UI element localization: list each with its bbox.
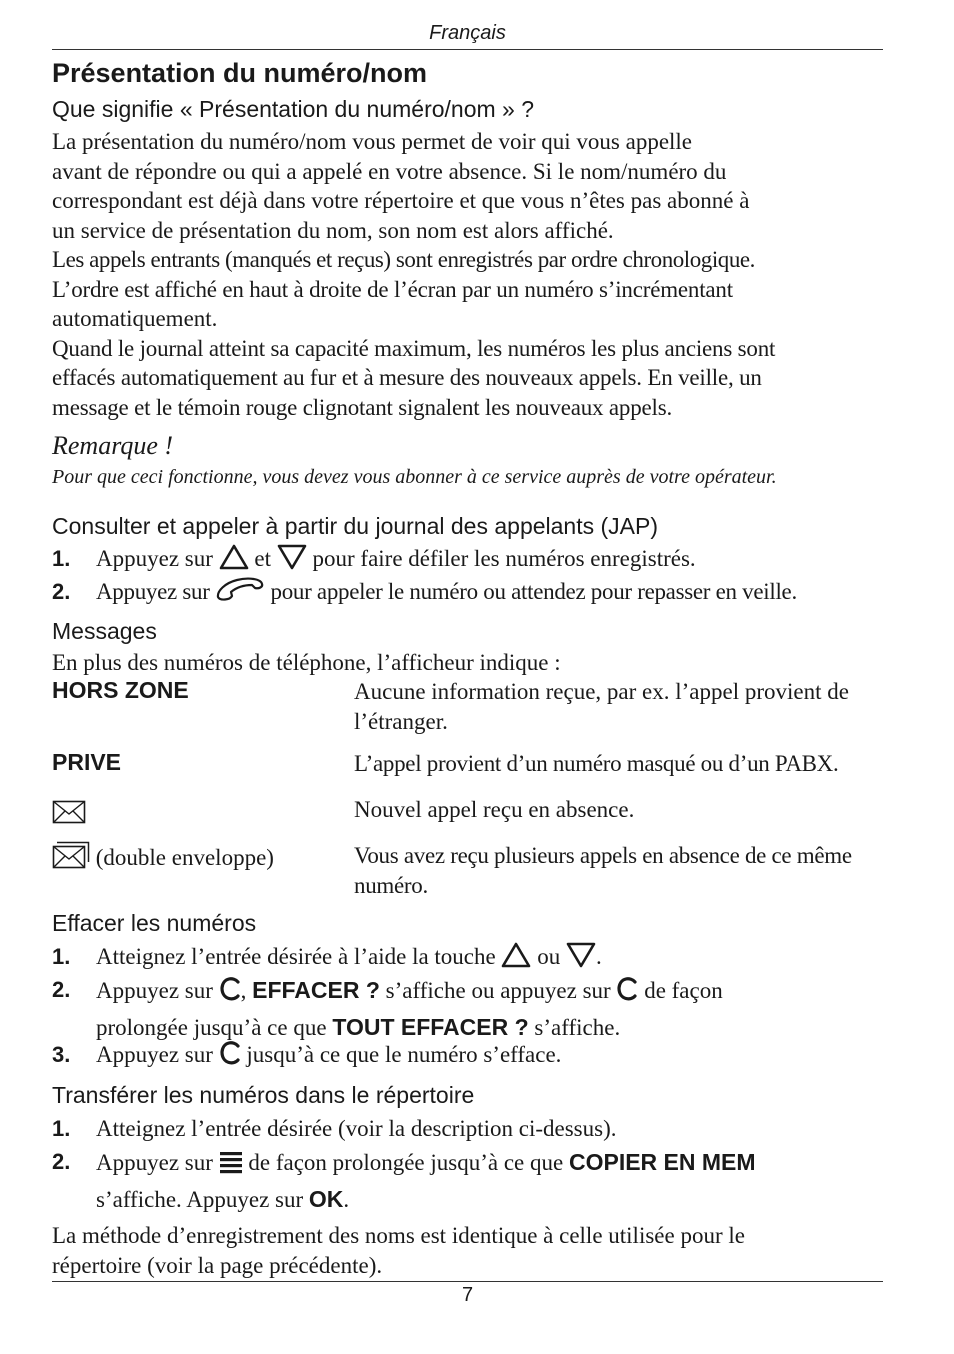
erase-heading: Effacer les numéros [52,910,257,936]
msg-desc-hors-zone: Aucune information reçue, par ex. l’appel provient de l’étranger. [354,679,849,734]
step-text: Appuyez sur [96,1042,213,1067]
transfer-note [52,1221,883,1280]
step-number: 1. [52,1116,71,1141]
display-text-tout-effacer: TOUT EFFACER ? [332,1014,529,1040]
intro-line: correspondant est déjà dans votre répertoire et que vous n’êtes pas abonné à [52,188,750,213]
step-text: pour appeler le numéro ou attendez pour repasser en veille. [270,579,797,604]
step-number: 3. [52,1042,71,1067]
clear-c-icon [219,976,241,1011]
messages-heading: Messages [52,618,157,644]
msg-label-double-envelope: (double enveloppe) [95,845,274,870]
step-text: Atteignez l’entrée désirée (voir la description ci-dessus). [96,1116,617,1141]
note-line: répertoire (voir la page précédente). [52,1252,383,1278]
transfer-heading: Transférer les numéros dans le répertoire [52,1082,475,1108]
step-text: Appuyez sur [96,978,213,1003]
phone-handset-icon [215,577,265,612]
msg-double-envelope [52,841,274,875]
step-number: 2. [52,977,71,1002]
step-text: Appuyez sur [96,579,210,604]
remark-text: Pour que ceci fonctionne, vous devez vous abonner à ce service auprès de votre opérateur. [52,466,777,488]
step-text: pour faire défiler les numéros enregistrés. [312,546,696,571]
down-arrow-icon [277,544,307,579]
step-text: s’affiche. Appuyez sur [96,1187,304,1212]
footer-rule [52,1281,883,1282]
intro-text [52,127,883,422]
step-text: ou [537,944,561,969]
page-title: Présentation du numéro/nom [52,58,428,88]
step-text: s’affiche ou appuyez sur [385,978,611,1003]
header-rule [52,49,883,50]
up-arrow-icon [501,942,531,977]
msg-label-prive: PRIVE [52,749,122,775]
step-text: de façon [644,978,723,1003]
remark-title: Remarque ! [52,431,174,460]
step-number: 2. [52,579,71,604]
step-text: et [254,546,271,571]
intro-heading: Que signifie « Présentation du numéro/nom » ? [52,96,535,122]
step-text: Appuyez sur [96,546,213,571]
display-text-effacer: EFFACER ? [252,977,380,1003]
step-text: jusqu’à ce que le numéro s’efface. [246,1042,562,1067]
intro-line: Quand le journal atteint sa capacité maximum, les numéros les plus anciens sont [52,335,776,361]
clear-c-icon [616,976,638,1011]
header-language: Français [429,22,506,44]
intro-line: La présentation du numéro/nom vous permet de voir qui vous appelle [52,129,693,154]
step-number: 1. [52,546,71,571]
step-number: 2. [52,1149,71,1174]
step-text: Appuyez sur [96,1150,213,1175]
step-text: . [343,1187,350,1212]
step-text: prolongée jusqu’à ce que [96,1015,327,1040]
step-text: Atteignez l’entrée désirée à l’aide la touche [96,944,496,969]
intro-line: automatiquement. [52,306,218,331]
page-number: 7 [461,1284,474,1306]
note-line: La méthode d’enregistrement des noms est identique à celle utilisée pour le [52,1223,745,1248]
intro-line: un service de présentation du nom, son nom est alors affiché. [52,217,614,243]
intro-line: avant de répondre ou qui a appelé en votre absence. Si le nom/numéro du [52,158,727,184]
step-text: s’affiche. [534,1015,621,1040]
step-number: 1. [52,944,71,969]
up-arrow-icon [219,544,249,579]
step-text: . [595,944,602,969]
msg-label-hors-zone: HORS ZONE [52,677,189,703]
step-text: de façon prolongée jusqu’à ce que [248,1150,564,1175]
step-text: , [240,978,247,1003]
double-envelope-icon [52,841,90,875]
menu-icon [219,1150,243,1183]
msg-desc-envelope: Nouvel appel reçu en absence. [354,797,635,822]
intro-line: Les appels entrants (manqués et reçus) sont enregistrés par ordre chronologique. [52,247,755,272]
display-text-ok: OK [308,1186,344,1212]
intro-line: effacés automatiquement au fur et à mesure des nouveaux appels. En veille, un [52,365,762,390]
messages-intro: En plus des numéros de téléphone, l’afficheur indique : [52,650,561,675]
msg-desc-double-envelope: Vous avez reçu plusieurs appels en absence de ce même numéro. [354,843,852,898]
intro-line: L’ordre est affiché en haut à droite de l’écran par un numéro s’incrémentant [52,276,733,302]
down-arrow-icon [566,942,596,977]
display-text-copier-en-mem: COPIER EN MEM [568,1149,756,1175]
envelope-icon [52,800,86,830]
clear-c-icon [219,1040,241,1075]
msg-desc-prive: L’appel provient d’un numéro masqué ou d’un PABX. [354,751,839,776]
intro-line: message et le témoin rouge clignotant signalent les nouveaux appels. [52,394,673,420]
consult-heading: Consulter et appeler à partir du journal des appelants (JAP) [52,513,659,539]
